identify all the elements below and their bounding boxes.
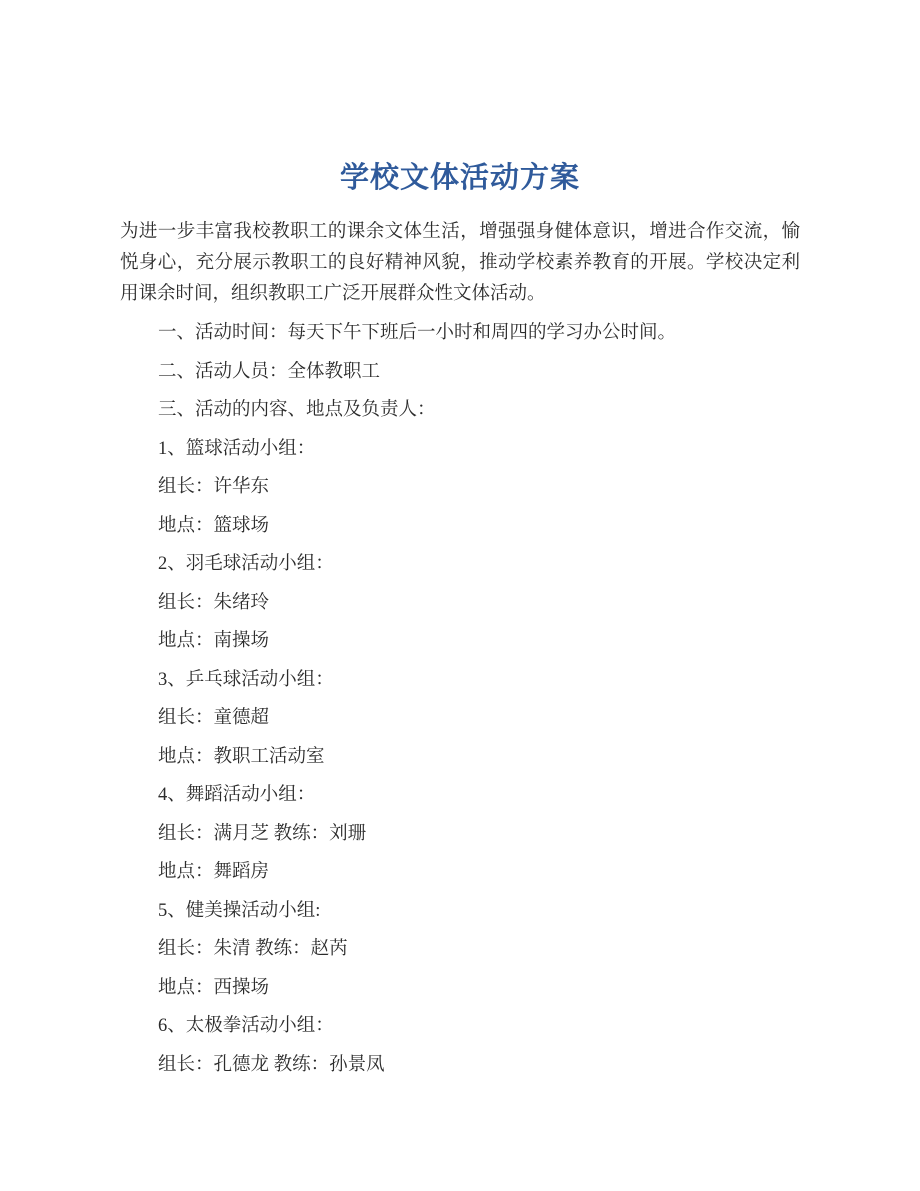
group-heading-badminton: 2、羽毛球活动小组： (158, 554, 334, 574)
document-body (120, 217, 800, 1088)
group-heading-aerobics: 5、健美操活动小组: (158, 900, 321, 921)
group-leader: 组长：孔德龙 教练：孙景凤 (158, 1054, 385, 1075)
group-location: 地点：舞蹈房 (158, 862, 270, 882)
group-leader: 组长：朱清 教练：赵芮 (158, 939, 348, 959)
group-leader: 组长：童德超 (158, 708, 270, 728)
group-heading-taichi: 6、太极拳活动小组： (158, 1016, 334, 1036)
group-location: 地点：教职工活动室 (158, 746, 325, 767)
group-leader: 组长：朱绪玲 (158, 592, 270, 613)
section-activity-time: 一、活动时间：每天下午下班后一小时和周四的学习办公时间。 (158, 323, 677, 343)
group-heading-table-tennis: 3、乒乓球活动小组： (158, 669, 334, 690)
document-title: 学校文体活动方案 (339, 162, 580, 195)
intro-paragraph: 为进一步丰富我校教职工的课余文体生活，增强强身健体意识，增进合作交流，愉悦身心，充分展示教职工的良好精神风貌，推动学校素养教育的开展。学校决定利用课余时间，组织教职工广泛开展群众性文体活动。 (120, 222, 800, 304)
section-participants: 二、活动人员：全体教职工 (158, 361, 381, 382)
section-content-heading: 三、活动的内容、地点及负责人： (158, 400, 436, 420)
group-location: 地点：南操场 (158, 631, 270, 651)
group-location: 地点：篮球场 (158, 515, 270, 536)
group-heading-basketball: 1、篮球活动小组： (158, 438, 316, 459)
group-heading-dance: 4、舞蹈活动小组： (158, 785, 316, 805)
group-leader: 组长：满月芝 教练：刘珊 (158, 823, 367, 844)
group-leader: 组长：许华东 (158, 477, 270, 497)
group-location: 地点：西操场 (158, 977, 270, 998)
